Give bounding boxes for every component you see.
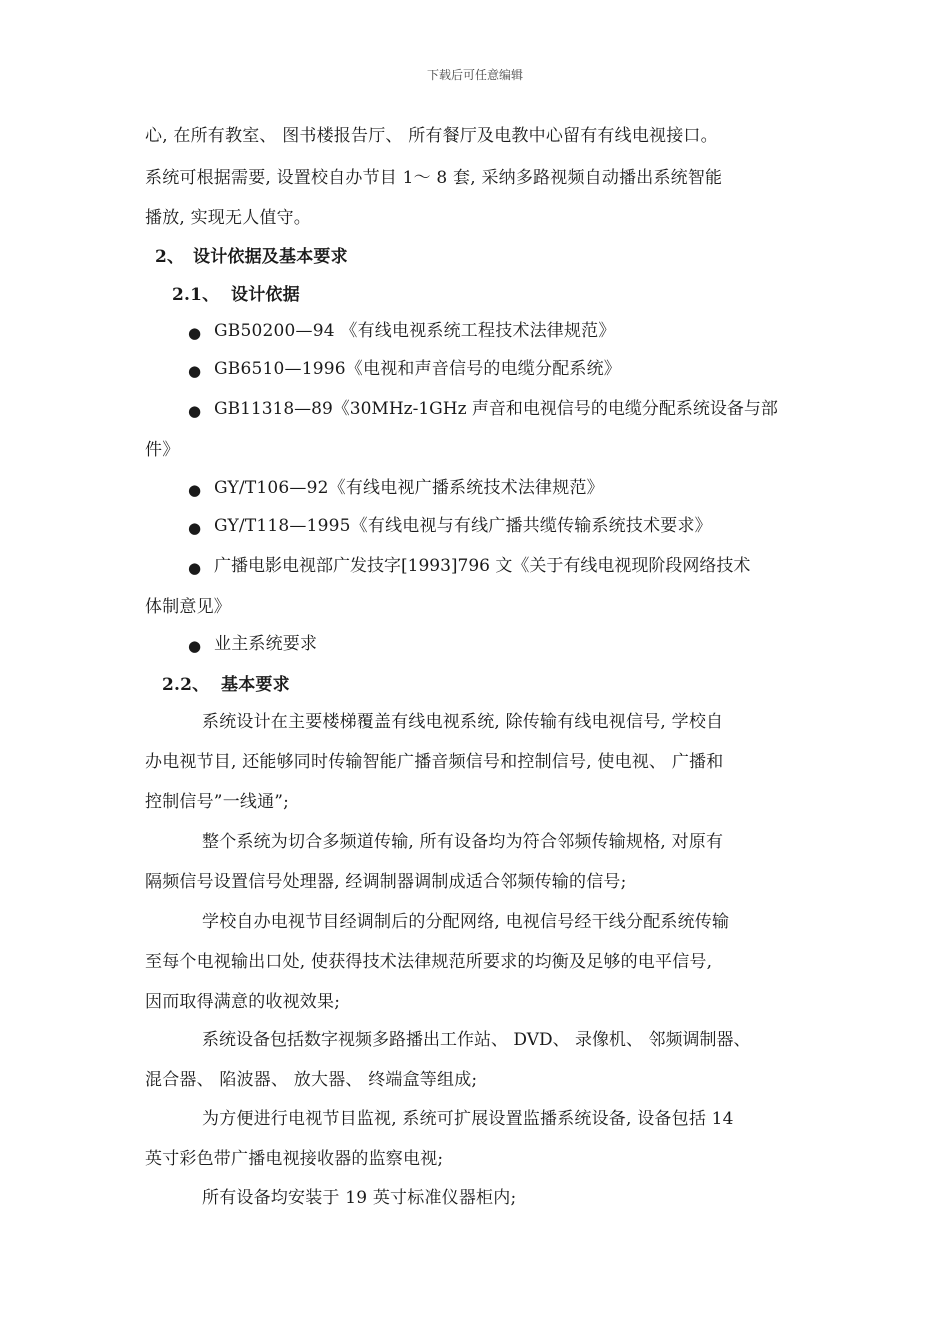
page-header: 下载后可任意编辑 (426, 68, 523, 82)
section-2-title: 设计依据及基本要求 (193, 247, 348, 267)
intro-line-1: 心, 在所有教室、 图书楼报告厅、 所有餐厅及电教中心留有有线电视接口。 (145, 126, 718, 146)
bullet-item-5: GY/T118—1995《有线电视与有线广播共缆传输系统技术要求》 (214, 516, 712, 536)
bullet-item-4: GY/T106—92《有线电视广播系统技术法律规范》 (214, 478, 604, 498)
para-line-12: 英寸彩色带广播电视接收器的监察电视; (145, 1149, 444, 1169)
bullet-icon: ● (188, 559, 202, 577)
bullet-item-6-cont: 体制意见》 (145, 597, 231, 617)
para-line-3: 控制信号”一线通”; (145, 792, 290, 812)
bullet-item-6: 广播电影电视部广发技字[1993]796 文《关于有线电视现阶段网络技术 (214, 556, 751, 576)
intro-line-3: 播放, 实现无人值守。 (145, 208, 312, 228)
section-2-1-title: 设计依据 (231, 285, 300, 305)
para-line-11: 为方便进行电视节目监视, 系统可扩展设置监播系统设备, 设备包括 14 (202, 1109, 734, 1129)
section-2-2-title: 基本要求 (221, 675, 290, 695)
bullet-icon: ● (188, 362, 202, 380)
bullet-item-3-cont: 件》 (145, 440, 180, 460)
para-line-5: 隔频信号设置信号处理器, 经调制器调制成适合邻频传输的信号; (145, 872, 627, 892)
para-line-2: 办电视节目, 还能够同时传输智能广播音频信号和控制信号, 使电视、 广播和 (145, 752, 724, 772)
section-2-1-number: 2.1、 (172, 285, 220, 305)
bullet-icon: ● (188, 402, 202, 420)
section-2-2-number: 2.2、 (162, 675, 210, 695)
para-line-13: 所有设备均安装于 19 英寸标准仪器柜内; (202, 1188, 517, 1208)
para-line-7: 至每个电视输出口处, 使获得技术法律规范所要求的均衡及足够的电平信号, (145, 952, 713, 972)
bullet-item-1: GB50200—94 《有线电视系统工程技术法律规范》 (214, 321, 616, 341)
para-line-9: 系统设备包括数字视频多路播出工作站、 DVD、 录像机、 邻频调制器、 (202, 1030, 751, 1050)
bullet-item-2: GB6510—1996《电视和声音信号的电缆分配系统》 (214, 359, 621, 379)
para-line-6: 学校自办电视节目经调制后的分配网络, 电视信号经干线分配系统传输 (202, 912, 730, 932)
bullet-icon: ● (188, 481, 202, 499)
intro-line-2: 系统可根据需要, 设置校自办节目 1～ 8 套, 采纳多路视频自动播出系统智能 (145, 168, 723, 188)
bullet-item-3: GB11318—89《30MHz-1GHz 声音和电视信号的电缆分配系统设备与部 (214, 399, 778, 419)
bullet-icon: ● (188, 324, 202, 342)
para-line-8: 因而取得满意的收视效果; (145, 992, 341, 1012)
para-line-10: 混合器、 陷波器、 放大器、 终端盒等组成; (145, 1070, 478, 1090)
bullet-icon: ● (188, 519, 202, 537)
para-line-1: 系统设计在主要楼梯覆盖有线电视系统, 除传输有线电视信号, 学校自 (202, 712, 724, 732)
bullet-icon: ● (188, 637, 202, 655)
para-line-4: 整个系统为切合多频道传输, 所有设备均为符合邻频传输规格, 对原有 (202, 832, 724, 852)
section-2-number: 2、 (155, 247, 185, 267)
bullet-item-7: 业主系统要求 (214, 634, 318, 654)
